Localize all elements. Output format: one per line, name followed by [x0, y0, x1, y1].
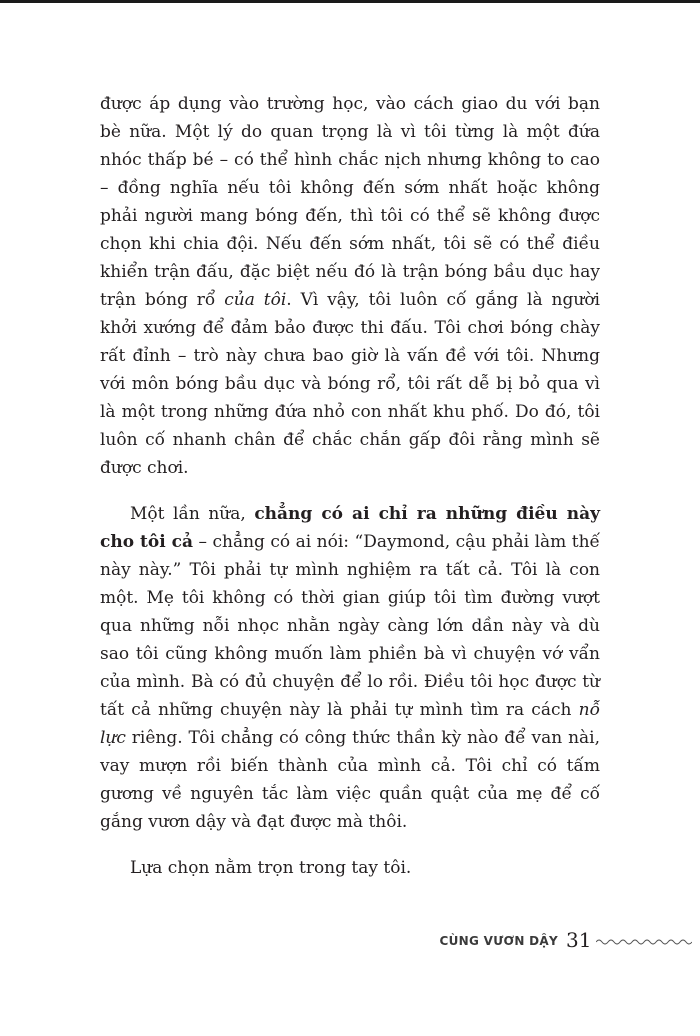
paragraph-2-run-3: – chẳng có ai nói: “Daymond, cậu phải làm thế này này.” Tôi phải tự mình nghiệm ra tất cả. Tôi là con một. Mẹ tôi không có thời gian giúp tôi tìm đường vượt qua những nỗi nhọc nhằn ngày càng lớn dần này và dù sao tôi cũng không muốn làm phiền bà vì chuyện vớ vẩn của mình. Bà có đủ chuyện để lo rồi. Điều tôi học được từ tất cả những chuyện này là phải tự mình tìm ra cách	[100, 532, 600, 720]
page-body-text	[100, 90, 600, 900]
wave-ornament-icon	[596, 937, 692, 947]
page-footer	[0, 928, 700, 958]
paragraph-2	[100, 500, 600, 836]
paragraph-2-italic-run: nỗ lực	[100, 700, 600, 748]
page-number: 31	[566, 928, 592, 952]
top-border-rule	[0, 0, 700, 3]
paragraph-2-run-5: riêng. Tôi chẳng có công thức thần kỳ nào để van nài, vay mượn rồi biến thành của mình cả. Tôi chỉ có tấm gương về nguyên tắc làm việc quần quật của mẹ để cố gắng vươn dậy và đạt được mà thôi.	[100, 728, 600, 832]
paragraph-2-bold-run: chẳng có ai chỉ ra những điều này cho tôi cả	[100, 504, 600, 552]
paragraph-1-run-3: . Vì vậy, tôi luôn cố gắng là người khởi xướng để đảm bảo được thi đấu. Tôi chơi bóng chày rất đỉnh – trò này chưa bao giờ là vấn đề với tôi. Nhưng với môn bóng bầu dục và bóng rổ, tôi rất dễ bị bỏ qua vì là một trong những đứa nhỏ con nhất khu phố. Do đó, tôi luôn cố nhanh chân để chắc chắn gấp đôi rằng mình sẽ được chơi.	[100, 290, 600, 478]
paragraph-1-run-1: được áp dụng vào trường học, vào cách giao du với bạn bè nữa. Một lý do quan trọng là vì tôi từng là một đứa nhóc thấp bé – có thể hình chắc nịch nhưng không to cao – đồng nghĩa nếu tôi không đến sớm nhất hoặc không phải người mang bóng đến, thì tôi có thể sẽ không được chọn khi chia đội. Nếu đến sớm nhất, tôi sẽ có thể điều khiển trận đấu, đặc biệt nếu đó là trận bóng bầu dục hay trận bóng rổ	[100, 94, 600, 310]
paragraph-2-run-1: Một lần nữa,	[130, 504, 255, 524]
running-head: CÙNG VƯƠN DẬY	[439, 934, 558, 948]
paragraph-3-run-1: Lựa chọn nằm trọn trong tay tôi.	[130, 858, 412, 878]
paragraph-1-italic-run: của tôi	[224, 290, 287, 310]
paragraph-3	[100, 854, 600, 882]
paragraph-1	[100, 90, 600, 482]
